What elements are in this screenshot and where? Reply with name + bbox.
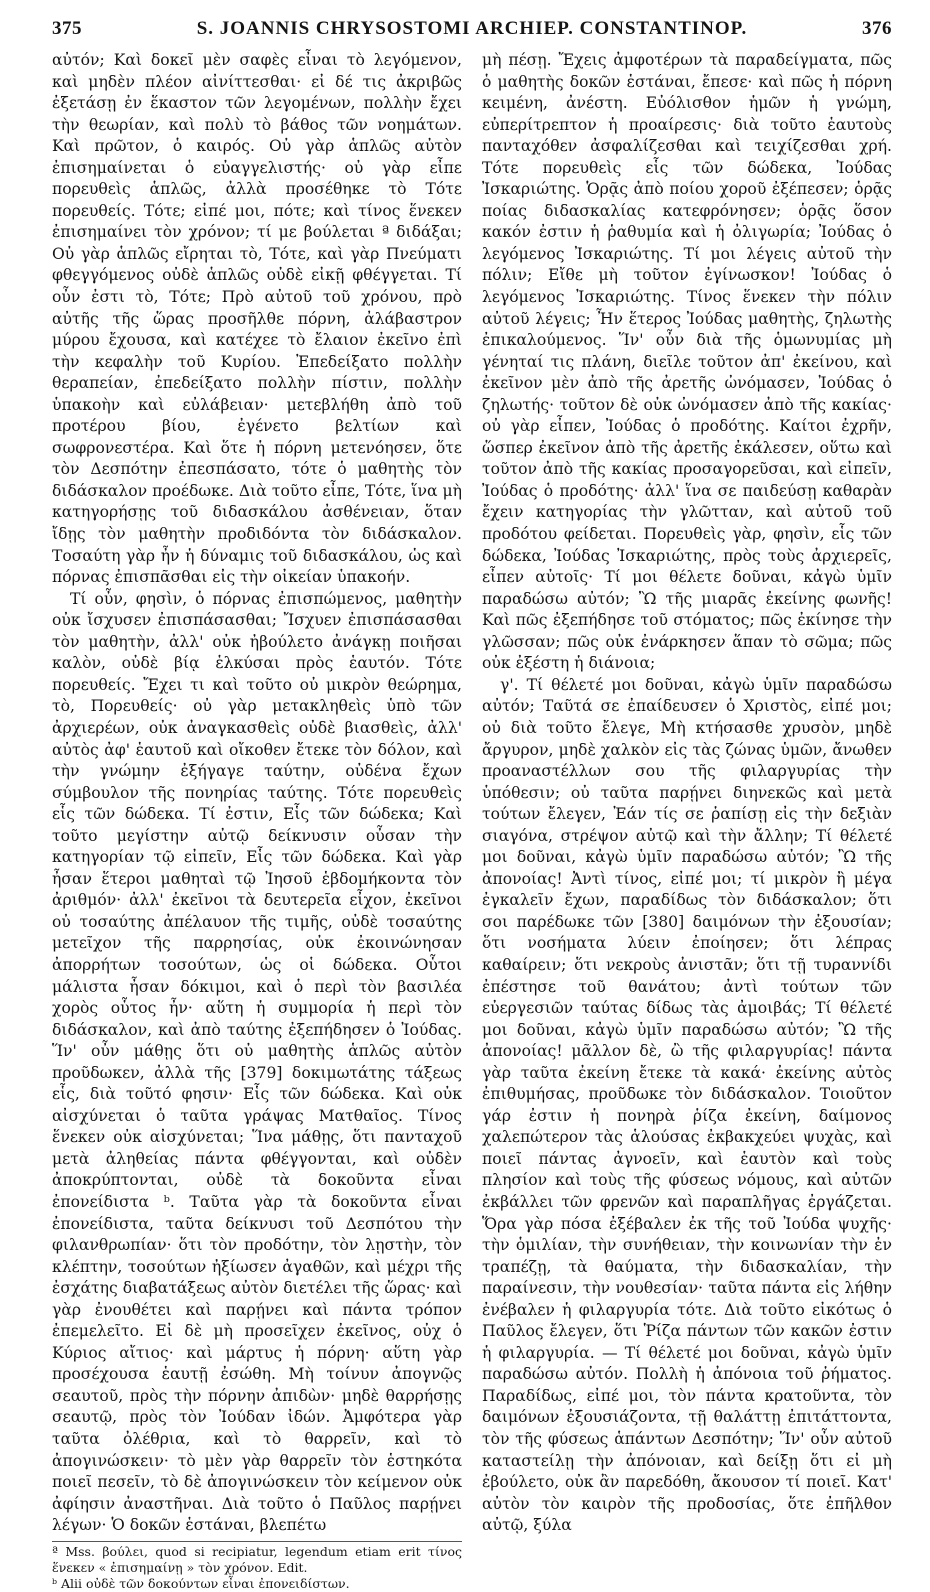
running-title: S. JOANNIS CHRYSOSTOMI ARCHIEP. CONSTANTINOP. (196, 18, 748, 39)
footnote-b: ᵇ Alii οὐδὲ τῶν δοκούντων εἶναι ἐπονειδίστων. (52, 1575, 350, 1591)
right-paragraph-1: μὴ πέσῃ. Ἔχεις ἀμφοτέρων τὰ παραδείγματα, πῶς ὁ μαθητὴς δοκῶν ἑστάναι, ἔπεσε· καὶ πῶς ἡ πόρνη κειμένη, ἀνέστη. Εὐόλισθον ἡμῶν ἡ γνώμη, εὐπερίτρεπτον ἡ προαίρεσις· διὰ τοῦτο ἑαυτοὺς πανταχόθεν ἀσφαλίζεσθαι καὶ τειχίζεσθαι χρή. Τότε πορευθεὶς εἷς τῶν δώδεκα, Ἰούδας Ἰσκαριώτης. Ὁρᾷς ἀπὸ ποίου χοροῦ ἐξέπεσεν; ὁρᾷς ποίας διδασκαλίας κατεφρόνησεν; ὁρᾷς ὅσον κακόν ἐστιν ἡ ῥαθυμία καὶ ἡ ὀλιγωρία; Ἰούδας ὁ λεγόμενος Ἰσκαριώτης. Τί μοι λέγεις αὐτοῦ τὴν πόλιν; Εἴθε μὴ τοῦτον ἐγίνωσκον! Ἰούδας ὁ λεγόμενος Ἰσκαριώτης. Τίνος ἕνεκεν τὴν πόλιν αὐτοῦ λέγεις; Ἦν ἕτερος Ἰούδας μαθητὴς, ζηλωτὴς ἐπικαλούμενος. Ἵν' οὖν διὰ τῆς ὁμωνυμίας μὴ γένηταί τις πλάνη, διεῖλε τοῦτον ἀπ' ἐκείνου, καὶ ἐκεῖνον μὲν ἀπὸ τῆς ἀρετῆς ὠνόμασεν, Ἰούδας ὁ ζηλωτής· τοῦτον δὲ οὐκ ὠνόμασεν ἀπὸ τῆς κακίας· οὐ γὰρ εἶπεν, Ἰούδας ὁ προδότης. Καίτοι ἐχρῆν, ὥσπερ ἐκεῖνον ἀπὸ τῆς ἀρετῆς ἐκάλεσεν, οὕτω καὶ τοῦτον ἀπὸ τῆς κακίας προσαγορεῦσαι, καὶ εἰπεῖν, Ἰούδας ὁ προδότης· ἀλλ' ἵνα σε παιδεύσῃ καθαρὰν ἔχειν κατηγορίας τὴν γλῶτταν, καὶ αὐτοῦ τοῦ προδότου φείδεται. Πορευθεὶς γὰρ, φησὶν, εἷς τῶν δώδεκα, Ἰούδας Ἰσκαριώτης, πρὸς τοὺς ἀρχιερεῖς, εἶπεν αὐτοῖς· Τί μοι θέλετε δοῦναι, κἀγὼ ὑμῖν παραδώσω αὐτόν; Ὢ τῆς μιαρᾶς ἐκείνης φωνῆς! Καὶ πῶς ἐξεπήδησε τοῦ στόματος; πῶς ἐκίνησε τὴν γλῶσσαν; πῶς οὐκ ἐνάρκησεν ἅπαν τὸ σῶμα; πῶς οὐκ ἐξέστη ἡ διάνοια; (482, 51, 892, 673)
page-number-right: 376 (862, 18, 892, 39)
text-columns (52, 50, 892, 1591)
footnote-divider (52, 1541, 462, 1542)
page-number-left: 375 (52, 18, 82, 39)
footnotes (52, 1544, 462, 1592)
running-head (52, 18, 892, 48)
right-column (482, 50, 892, 1540)
right-paragraph-2: γ'. Τί θέλετέ μοι δοῦναι, κἀγὼ ὑμῖν παραδώσω αὐτόν; Ταῦτά σε ἐπαίδευσεν ὁ Χριστὸς, εἰπέ μοι; οὐ διὰ τοῦτο ἔλεγε, Μὴ κτήσασθε χρυσὸν, μηδὲ ἄργυρον, μηδὲ χαλκὸν εἰς τὰς ζώνας ὑμῶν, ἄνωθεν προαναστέλλων σου τῆς φιλαργυρίας τὴν ὑπόθεσιν; οὐ ταῦτα παρῄνει διηνεκῶς καὶ μετὰ τούτων ἔλεγεν, Ἐάν τίς σε ῥαπίσῃ εἰς τὴν δεξιὰν σιαγόνα, στρέψον αὐτῷ καὶ τὴν ἄλλην; Τί θέλετέ μοι δοῦναι, κἀγὼ ὑμῖν παραδώσω αὐτόν; Ὢ τῆς ἀπονοίας! Ἀντὶ τίνος, εἰπέ μοι; τί μικρὸν ἢ μέγα ἐγκαλεῖν ἔχων, παραδίδως τὸν διδάσκαλον; ὅτι σοι παρέδωκε τῶν [380] δαιμόνων τὴν ἐξουσίαν; ὅτι νοσήματα λύειν ἐποίησεν; ὅτι λέπρας καθαίρειν; ὅτι νεκροὺς ἀνιστᾶν; ὅτι τῇ τυραννίδι ἐπέστησε τοῦ θανάτου; ἀντὶ τούτων τῶν εὐεργεσιῶν ταύτας δίδως τὰς ἀμοιβάς; Τί θέλετέ μοι δοῦναι, κἀγὼ ὑμῖν παραδώσω αὐτόν; Ὢ τῆς ἀπονοίας! μᾶλλον δὲ, ὢ τῆς φιλαργυρίας! πάντα γὰρ ταῦτα ἐκείνη ἔτεκε τὰ κακά· ἐκείνης αὐτὸς ἐπιθυμήσας, προῦδωκε τὸν διδάσκαλον. Τοιοῦτον γάρ ἐστιν ἡ πονηρὰ ῥίζα ἐκείνη, δαίμονος χαλεπώτερον τὰς ἁλούσας ἐκβακχεύει ψυχὰς, καὶ ποιεῖ πάντας ἀγνοεῖν, καὶ ἑαυτὸν καὶ τοὺς πλησίον καὶ τοὺς τῆς φύσεως νόμους, καὶ αὐτῶν ἐκβάλλει τῶν φρενῶν καὶ παραπλῆγας ἐργάζεται. Ὅρα γὰρ πόσα ἐξέβαλεν ἐκ τῆς τοῦ Ἰούδα ψυχῆς· τὴν ὁμιλίαν, τὴν συνήθειαν, τὴν κοινωνίαν τὴν ἐν τραπέζῃ, τὰ θαύματα, τὴν διδασκαλίαν, τὴν παραίνεσιν, τὴν νουθεσίαν· ταῦτα πάντα εἰς λήθην ἐνέβαλεν ἡ φιλαργυρία τότε. Διὰ τοῦτο εἰκότως ὁ Παῦλος ἔλεγεν, ὅτι Ῥίζα πάντων τῶν κακῶν ἐστιν ἡ φιλαργυρία. — Τί θέλετέ μοι δοῦναι, κἀγὼ ὑμῖν παραδώσω αὐτόν. Πολλὴ ἡ ἀπόνοια τοῦ ῥήματος. Παραδίδως, εἰπέ μοι, τὸν πάντα κρατοῦντα, τὸν δαιμόνων ἐξουσιάζοντα, τῇ θαλάττῃ ἐπιτάττοντα, τὸν τῆς φύσεως ἁπάντων Δεσπότην; Ἵν' οὖν αὐτοῦ καταστείλῃ τὴν ἀπόνοιαν, καὶ δείξῃ ὅτι εἰ μὴ ἐβούλετο, οὐκ ἂν παρεδόθη, ἄκουσον τί ποιεῖ. Κατ' αὐτὸν τὸν καιρὸν τῆς προδοσίας, ὅτε ἐπῆλθον αὐτῷ, ξύλα (482, 675, 892, 1535)
left-column (52, 50, 462, 1591)
left-paragraph-1: αὐτόν; Καὶ δοκεῖ μὲν σαφὲς εἶναι τὸ λεγόμενον, καὶ μηδὲν πλέον αἰνίττεσθαι· εἰ δέ τις ἀκριβῶς ἐξετάσῃ ἐν ἕκαστον τῶν λεγομένων, πολλὴν ἔχει τὴν θεωρίαν, καὶ πολὺ τὸ βάθος τῶν νοημάτων. Καὶ πρῶτον, ὁ καιρός. Οὐ γὰρ ἁπλῶς αὐτὸν ἐπισημαίνεται ὁ εὐαγγελιστής· οὐ γὰρ εἶπε πορευθεὶς ἁπλῶς, ἀλλὰ προσέθηκε τὸ Τότε πορευθείς. Τότε; εἰπέ μοι, πότε; καὶ τίνος ἕνεκεν ἐπισημαίνει τὸν χρόνον; τί με βούλεται ª διδάξαι; Οὐ γὰρ ἁπλῶς εἴρηται τὸ, Τότε, καὶ γὰρ Πνεύματι φθεγγόμενος οὐδὲ ἁπλῶς οὐδὲ εἰκῇ φθέγγεται. Τί οὖν ἐστι τὸ, Τότε; Πρὸ αὐτοῦ τοῦ χρόνου, πρὸ αὐτῆς τῆς ὥρας προσῆλθε πόρνη, ἀλάβαστρον μύρου ἔχουσα, καὶ κατέχεε τὸ ἔλαιον ἐκεῖνο ἐπὶ τὴν κεφαλὴν τοῦ Κυρίου. Ἐπεδείξατο πολλὴν θεραπείαν, ἐπεδείξατο πολλὴν πίστιν, πολλὴν ὑπακοὴν καὶ εὐλάβειαν· μετεβλήθη ἀπὸ τοῦ προτέρου βίου, ἐγένετο βελτίων καὶ σωφρονεστέρα. Καὶ ὅτε ἡ πόρνη μετενόησεν, ὅτε τὸν Δεσπότην ἐπεσπάσατο, τότε ὁ μαθητὴς τὸν διδάσκαλον προέδωκε. Διὰ τοῦτο εἶπε, Τότε, ἵνα μὴ κατηγορήσῃς τοῦ διδασκάλου ἀσθένειαν, ὅταν ἴδῃς τὸν μαθητὴν προδιδόντα τὸν διδάσκαλον. Τοσαύτη γὰρ ἦν ἡ δύναμις τοῦ διδασκάλου, ὡς καὶ πόρνας ἐπισπᾶσθαι εἰς τὴν οἰκείαν ὑπακοήν. (52, 51, 462, 587)
left-paragraph-2: Τί οὖν, φησὶν, ὁ πόρνας ἐπισπώμενος, μαθητὴν οὐκ ἴσχυσεν ἐπισπάσασθαι; Ἴσχυεν ἐπισπάσασθαι τὸν μαθητὴν, ἀλλ' οὐκ ἠβούλετο ἀνάγκῃ ποιῆσαι καλὸν, οὐδὲ βίᾳ ἑλκύσαι πρὸς ἑαυτόν. Τότε πορευθείς. Ἔχει τι καὶ τοῦτο οὐ μικρὸν θεώρημα, τὸ, Πορευθείς· οὐ γὰρ μετακληθεὶς ὑπὸ τῶν ἀρχιερέων, οὐκ ἀναγκασθεὶς οὐδὲ βιασθεὶς, ἀλλ' αὐτὸς ἀφ' ἑαυτοῦ καὶ οἴκοθεν ἔτεκε τὸν δόλον, καὶ τὴν γνώμην ἐξήγαγε ταύτην, οὐδένα ἔχων σύμβουλον τῆς πονηρίας ταύτης. Τότε πορευθεὶς εἷς τῶν δώδεκα. Τί ἐστιν, Εἷς τῶν δώδεκα; Καὶ τοῦτο μεγίστην αὐτῷ δείκνυσιν οὖσαν τὴν κατηγορίαν τῷ εἰπεῖν, Εἷς τῶν δώδεκα. Καὶ γὰρ ἦσαν ἕτεροι μαθηταὶ τῷ Ἰησοῦ ἑβδομήκοντα τὸν ἀριθμόν· ἀλλ' ἐκεῖνοι τὰ δευτερεῖα εἶχον, ἐκεῖνοι οὐ τοσαύτης ἀπέλαυον τῆς τιμῆς, οὐδὲ τοσαύτης μετεῖχον τῆς παρρησίας, οὐκ ἐκοινώνησαν ἀπορρήτων τοσούτων, ὡς οἱ δώδεκα. Οὗτοι μάλιστα ἦσαν δόκιμοι, καὶ ὁ περὶ τὸν βασιλέα χορὸς οὗτος ἦν· αὕτη ἡ συμμορία ἡ περὶ τὸν διδάσκαλον, καὶ ἀπὸ ταύτης ἐξεπήδησεν ὁ Ἰούδας. Ἵν' οὖν μάθῃς ὅτι οὐ μαθητὴς ἁπλῶς αὐτὸν προῦδωκεν, ἀλλὰ τῆς [379] δοκιμωτάτης τάξεως εἷς, διὰ τοῦτό φησιν· Εἷς τῶν δώδεκα. Καὶ οὐκ αἰσχύνεται ὁ ταῦτα γράψας Ματθαῖος. Τίνος ἕνεκεν οὐκ αἰσχύνεται; Ἵνα μάθῃς, ὅτι πανταχοῦ μετὰ ἀληθείας πάντα φθέγγονται, καὶ οὐδὲν ἀποκρύπτονται, οὐδὲ τὰ δοκοῦντα εἶναι ἐπονείδιστα ᵇ. Ταῦτα γὰρ τὰ δοκοῦντα εἶναι ἐπονείδιστα, ταῦτα δείκνυσι τοῦ Δεσπότου τὴν φιλανθρωπίαν· ὅτι τὸν προδότην, τὸν λῃστὴν, τὸν κλέπτην, τοσούτων ἠξίωσεν ἀγαθῶν, καὶ μέχρι τῆς ἐσχάτης διαβατάξεως αὐτὸν διετέλει τῆς ὥρας· καὶ γὰρ ἐνουθέτει καὶ παρῄνει καὶ πάντα τρόπον ἐπεμελεῖτο. Εἰ δὲ μὴ προσεῖχεν ἐκεῖνος, οὐχ ὁ Κύριος αἴτιος· καὶ μάρτυς ἡ πόρνη· αὕτη γὰρ προσέχουσα ἑαυτῇ ἐσώθη. Μὴ τοίνυν ἀπογνῷς σεαυτοῦ, πρὸς τὴν πόρνην ἀπιδὼν· μηδὲ θαρρήσῃς σεαυτῷ, πρὸς τὸν Ἰούδαν ἰδών. Ἀμφότερα γὰρ ταῦτα ὀλέθρια, καὶ τὸ θαρρεῖν, καὶ τὸ ἀπογινώσκειν· τὸ μὲν γὰρ θαρρεῖν τὸν ἑστηκότα ποιεῖ πεσεῖν, τὸ δὲ ἀπογινώσκειν τὸν κείμενον οὐκ ἀφίησιν ἀναστῆναι. Διὰ τοῦτο ὁ Παῦλος παρῄνει λέγων· Ὁ δοκῶν ἑστάναι, βλεπέτω (52, 589, 462, 1535)
footnote-a: ª Mss. βούλει, quod si recipiatur, legendum etiam erit τίνος ἕνεκεν « ἐπισημαίνῃ » τὸν χρόνον. Edit. (52, 1543, 462, 1575)
